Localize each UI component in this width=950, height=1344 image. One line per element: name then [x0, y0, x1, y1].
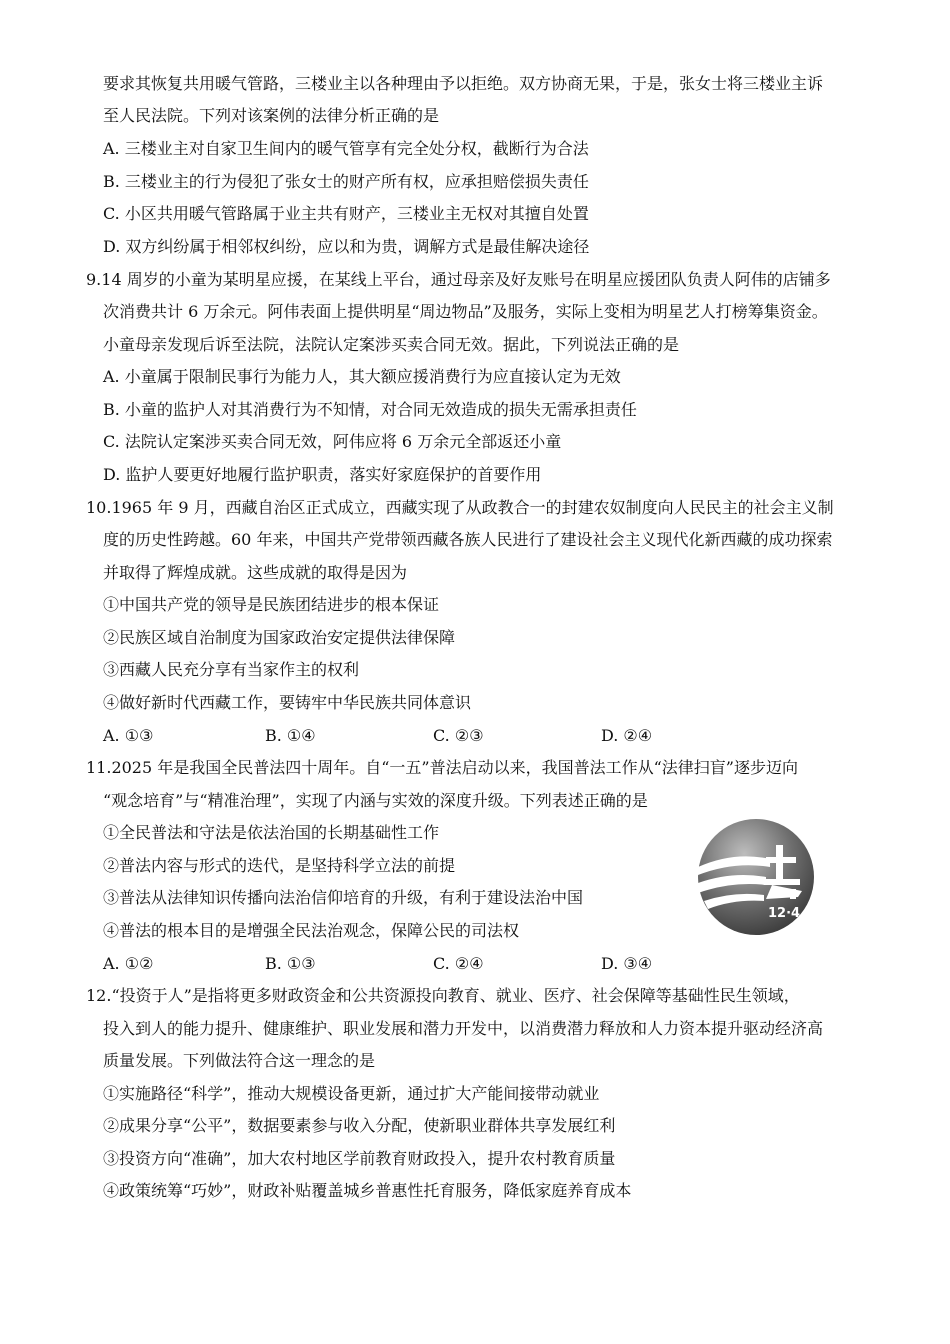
q10-statement-1: ①中国共产党的领导是民族团结进步的根本保证: [103, 595, 440, 614]
law-logo-icon: [694, 815, 818, 939]
law-day-logo: [694, 815, 818, 939]
q12-statement-2: ②成果分享“公平”，数据要素参与收入分配，使新职业群体共享发展红利: [103, 1116, 616, 1135]
q11-statement-4: ④普法的根本目的是增强全民法治观念，保障公民的司法权: [103, 921, 520, 940]
q8-option-b: B. 三楼业主的行为侵犯了张女士的财产所有权，应承担赔偿损失责任: [103, 172, 589, 191]
q9-stem-line-3: 小童母亲发现后诉至法院，法院认定案涉买卖合同无效。据此，下列说法正确的是: [103, 335, 680, 354]
q11-statement-1: ①全民普法和守法是依法治国的长期基础性工作: [103, 823, 440, 842]
q8-stem-line-1: 要求其恢复共用暖气管路，三楼业主以各种理由予以拒绝。双方协商无果，于是，张女士将三楼业主诉: [103, 74, 824, 93]
q11-statement-3: ③普法从法律知识传播向法治信仰培育的升级，有利于建设法治中国: [103, 888, 584, 907]
q10-statement-3: ③西藏人民充分享有当家作主的权利: [103, 660, 360, 679]
q11-statement-2: ②普法内容与形式的迭代，是坚持科学立法的前提: [103, 856, 456, 875]
q9-option-d: D. 监护人要更好地履行监护职责，落实好家庭保护的首要作用: [103, 465, 542, 484]
q9-stem-line-1: 9.14 周岁的小童为某明星应援，在某线上平台，通过母亲及好友账号在明星应援团队负责人阿伟的店铺多: [86, 270, 831, 289]
q10-choice-a: A. ①③: [103, 726, 154, 745]
q10-choice-b: B. ①④: [265, 726, 316, 745]
q12-statement-1: ①实施路径“科学”，推动大规模设备更新，通过扩大产能间接带动就业: [103, 1084, 600, 1103]
q10-stem-line-1: 10.1965 年 9 月，西藏自治区正式成立，西藏实现了从政教合一的封建农奴制度向人民民主的社会主义制: [86, 498, 834, 517]
q10-statement-4: ④做好新时代西藏工作，要铸牢中华民族共同体意识: [103, 693, 472, 712]
q10-statement-2: ②民族区域自治制度为国家政治安定提供法律保障: [103, 628, 456, 647]
q9-option-a: A. 小童属于限制民事行为能力人，其大额应援消费行为应直接认定为无效: [103, 367, 621, 386]
q8-option-a: A. 三楼业主对自家卫生间内的暖气管享有完全处分权，截断行为合法: [103, 139, 589, 158]
q11-choice-d: D. ③④: [601, 954, 653, 973]
q11-choice-b: B. ①③: [265, 954, 316, 973]
q12-stem-line-3: 质量发展。下列做法符合这一理念的是: [103, 1051, 376, 1070]
q11-stem-line-1: 11.2025 年是我国全民普法四十周年。自“一五”普法启动以来，我国普法工作从“法律扫盲”逐步迈向: [86, 758, 798, 777]
q11-choice-c: C. ②④: [433, 954, 484, 973]
q10-stem-line-2: 度的历史性跨越。60 年来，中国共产党带领西藏各族人民进行了建设社会主义现代化新西藏的成功探索: [103, 530, 833, 549]
q9-option-b: B. 小童的监护人对其消费行为不知情，对合同无效造成的损失无需承担责任: [103, 400, 637, 419]
q11-stem-line-2: “观念培育”与“精准治理”，实现了内涵与实效的深度升级。下列表述正确的是: [103, 791, 648, 810]
q8-option-c: C. 小区共用暖气管路属于业主共有财产，三楼业主无权对其擅自处置: [103, 204, 589, 223]
q10-stem-line-3: 并取得了辉煌成就。这些成就的取得是因为: [103, 563, 408, 582]
q12-statement-4: ④政策统筹“巧妙”，财政补贴覆盖城乡普惠性托育服务，降低家庭养育成本: [103, 1181, 632, 1200]
q12-stem-line-2: 投入到人的能力提升、健康维护、职业发展和潜力开发中，以消费潜力释放和人力资本提升驱动经济高: [103, 1019, 824, 1038]
logo-date-text: 12·4: [768, 906, 801, 921]
q9-option-c: C. 法院认定案涉买卖合同无效，阿伟应将 6 万余元全部返还小童: [103, 432, 562, 451]
q11-choice-a: A. ①②: [103, 954, 154, 973]
q12-stem-line-1: 12.“投资于人”是指将更多财政资金和公共资源投向教育、就业、医疗、社会保障等基础性民生领域，: [86, 986, 800, 1005]
q12-statement-3: ③投资方向“准确”，加大农村地区学前教育财政投入，提升农村教育质量: [103, 1149, 616, 1168]
q9-stem-line-2: 次消费共计 6 万余元。阿伟表面上提供明星“周边物品”及服务，实际上变相为明星艺人打榜筹集资金。: [103, 302, 828, 321]
q8-option-d: D. 双方纠纷属于相邻权纠纷，应以和为贵，调解方式是最佳解决途径: [103, 237, 590, 256]
q10-choice-d: D. ②④: [601, 726, 653, 745]
q10-choice-c: C. ②③: [433, 726, 484, 745]
q8-stem-line-2: 至人民法院。下列对该案例的法律分析正确的是: [103, 106, 440, 125]
